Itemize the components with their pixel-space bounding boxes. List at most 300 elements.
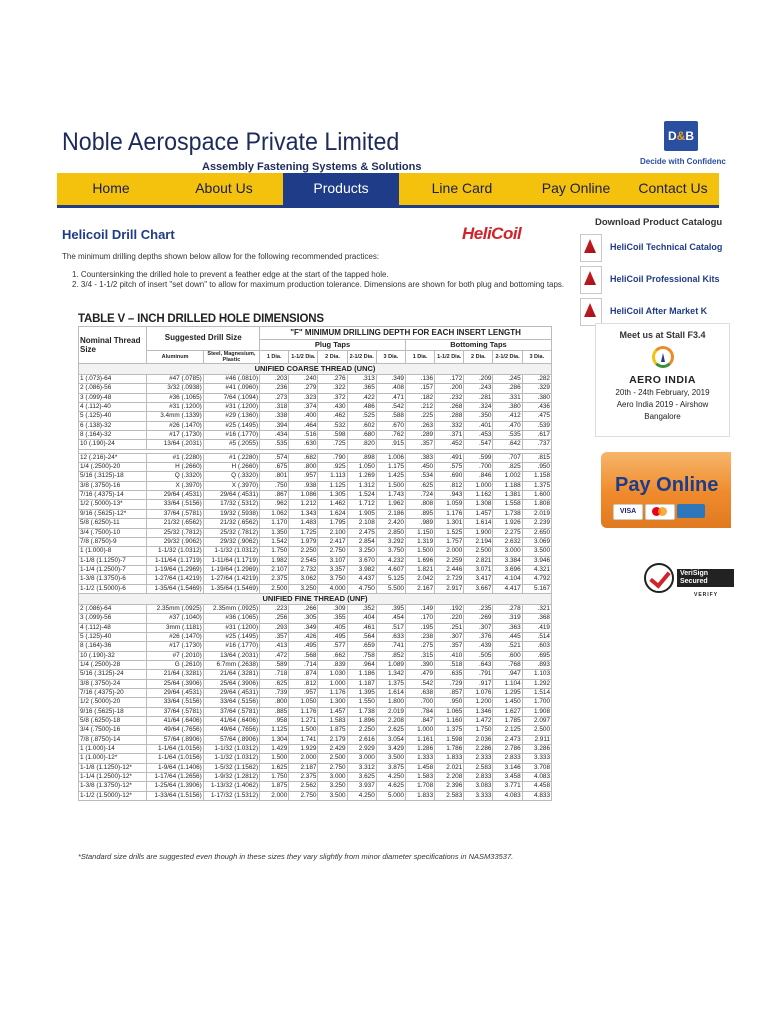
nav-pay-online[interactable]: Pay Online [541, 180, 611, 196]
depth-cell: .430 [318, 403, 347, 412]
depth-cell: .475 [522, 412, 551, 421]
depth-cell: 3.708 [522, 763, 551, 772]
nav-about-us[interactable]: About Us [195, 180, 253, 196]
depth-cell: .542 [376, 403, 405, 412]
depth-cell: 2.194 [464, 537, 493, 546]
depth-cell: 1.979 [289, 537, 318, 546]
depth-cell: 1.125 [260, 726, 289, 735]
depth-cell: .286 [493, 384, 522, 393]
depth-cell: .192 [435, 604, 464, 613]
drill-size-cell: 57/64 (.8906) [147, 735, 203, 744]
depth-cell: .659 [347, 642, 376, 651]
depth-cell: .643 [464, 660, 493, 669]
drill-size-cell: 1-17/64 (1.2656) [147, 773, 203, 782]
drill-size-cell: 25/32 (.7812) [147, 528, 203, 537]
drill-size-cell: 29/64 (.4531) [203, 491, 259, 500]
depth-cell: .516 [289, 431, 318, 440]
depth-cell: .762 [376, 431, 405, 440]
depth-cell: .293 [260, 623, 289, 632]
helicoil-logo: HeliCoil [462, 224, 522, 243]
drill-size-cell: #36 (.1065) [147, 393, 203, 402]
depth-cell: 4.321 [522, 565, 551, 574]
thread-size-cell: 2 (.086)-64 [79, 604, 147, 613]
depth-cell: .225 [405, 412, 434, 421]
depth-cell: .182 [405, 393, 434, 402]
depth-cell: 1.333 [405, 754, 434, 763]
depth-cell: .602 [347, 421, 376, 430]
depth-cell: .564 [347, 632, 376, 641]
drill-size-cell: 41/64 (.6406) [203, 717, 259, 726]
depth-cell: 2.917 [435, 584, 464, 593]
thread-size-cell: 1 (1.000)-14 [79, 745, 147, 754]
depth-cell: 1.450 [493, 698, 522, 707]
aero-india-emblem-icon [652, 346, 674, 368]
depth-cell: 2.429 [318, 745, 347, 754]
depth-cell: 1.757 [435, 537, 464, 546]
depth-cell: 1.458 [405, 763, 434, 772]
depth-cell: .815 [522, 453, 551, 462]
drill-size-cell: 17/32 (.5312) [203, 500, 259, 509]
drill-size-cell: 1-5/32 (1.1562) [203, 763, 259, 772]
depth-cell: .700 [405, 698, 434, 707]
depth-cell: .695 [522, 651, 551, 660]
thread-size-cell: 1 (1.000)-12* [79, 754, 147, 763]
depth-cell: 1.483 [289, 519, 318, 528]
table-row [79, 604, 552, 613]
depth-cell: 2.732 [289, 565, 318, 574]
depth-cell: .947 [493, 670, 522, 679]
depth-cell: 1.738 [347, 707, 376, 716]
depth-cell: .419 [522, 623, 551, 632]
depth-cell: .820 [347, 440, 376, 449]
depth-cell: 1.472 [464, 717, 493, 726]
depth-cell: .273 [260, 393, 289, 402]
depth-cell: .200 [435, 384, 464, 393]
depth-cell: 3.500 [522, 547, 551, 556]
depth-cell: .535 [493, 431, 522, 440]
depth-cell: 2.929 [347, 745, 376, 754]
depth-cell: 1.500 [376, 481, 405, 490]
drill-size-cell: 1-1/32 (1.0312) [203, 754, 259, 763]
depth-cell: 1.002 [493, 472, 522, 481]
depth-cell: 4.625 [376, 782, 405, 791]
depth-cell: .209 [464, 375, 493, 384]
depth-cell: 1.741 [289, 735, 318, 744]
drill-size-cell: #41 (.0960) [203, 384, 259, 393]
drill-size-cell: 1-27/64 (1.4219) [147, 575, 203, 584]
header-dia: 1 Dia. [405, 351, 434, 364]
depth-cell: 1.625 [260, 763, 289, 772]
depth-cell: 4.792 [522, 575, 551, 584]
thread-size-cell: 5/8 (.6250)-11 [79, 519, 147, 528]
table-row [79, 509, 552, 518]
depth-cell: .518 [435, 660, 464, 669]
nav-line-card[interactable]: Line Card [431, 180, 493, 196]
table-row [79, 726, 552, 735]
depth-cell: .380 [522, 393, 551, 402]
header-min-depth: "F" MINIMUM DRILLING DEPTH FOR EACH INSERT LENGTH [260, 327, 552, 340]
depth-cell: 1.346 [464, 707, 493, 716]
depth-cell: 1.785 [493, 717, 522, 726]
depth-cell: 3.250 [347, 547, 376, 556]
depth-cell: .989 [405, 519, 434, 528]
header-steel: Steel, Magnesium, Plastic [203, 351, 259, 364]
drill-size-cell: 1-1/32 (1.0312) [203, 745, 259, 754]
depth-cell: 1.712 [347, 500, 376, 509]
visa-icon: VISA [613, 504, 643, 520]
depth-cell: 3.667 [464, 584, 493, 593]
drill-size-cell: 1-25/64 (1.3906) [147, 782, 203, 791]
thread-size-cell: 8 (.164)-32 [79, 431, 147, 440]
drill-size-cell: #25 (.1495) [203, 421, 259, 430]
depth-cell: 1.150 [405, 528, 434, 537]
depth-cell: 1.624 [318, 509, 347, 518]
depth-cell: .625 [405, 481, 434, 490]
depth-cell: .322 [318, 384, 347, 393]
thread-size-cell: 1/2 (.5000)-13* [79, 500, 147, 509]
depth-cell: .349 [289, 623, 318, 632]
depth-cell: 2.786 [493, 745, 522, 754]
depth-cell: 2.446 [435, 565, 464, 574]
table-row [79, 500, 552, 509]
table-row [79, 698, 552, 707]
thread-size-cell: 3 (.099)-56 [79, 614, 147, 623]
header-dia: 2 Dia. [464, 351, 493, 364]
depth-cell: 1.821 [405, 565, 434, 574]
thread-size-cell: 1/4 (.2500)-20 [79, 463, 147, 472]
section-label: UNIFIED COARSE THREAD (UNC) [79, 364, 552, 375]
depth-cell: .236 [260, 384, 289, 393]
depth-cell: .319 [493, 614, 522, 623]
drill-size-cell: Q (.3320) [203, 472, 259, 481]
depth-cell: .203 [260, 375, 289, 384]
depth-cell: 4.000 [318, 584, 347, 593]
aero-india-banner[interactable] [595, 323, 730, 437]
depth-cell: .266 [289, 604, 318, 613]
table-title: TABLE V – INCH DRILLED HOLE DIMENSIONS [78, 313, 324, 325]
table-row [79, 537, 552, 546]
depth-cell: .368 [522, 614, 551, 623]
depth-cell: 1.627 [493, 707, 522, 716]
depth-cell: .268 [435, 403, 464, 412]
depth-cell: .321 [522, 604, 551, 613]
depth-cell: .269 [464, 614, 493, 623]
depth-cell: 2.583 [464, 763, 493, 772]
depth-cell: .714 [289, 660, 318, 669]
drill-size-cell: 1-27/64 (1.4219) [203, 575, 259, 584]
drill-size-cell: 29/32 (.9062) [203, 537, 259, 546]
nav-contact-us[interactable]: Contact Us [638, 180, 708, 196]
depth-cell: 2.833 [464, 773, 493, 782]
depth-cell: .707 [493, 453, 522, 462]
drill-size-cell: 49/64 (.7656) [147, 726, 203, 735]
depth-cell: .670 [376, 421, 405, 430]
depth-cell: .278 [493, 604, 522, 613]
nav-home[interactable]: Home [92, 180, 130, 196]
depth-cell: 2.019 [376, 707, 405, 716]
header-aluminum: Aluminum [147, 351, 203, 364]
depth-cell: 1.269 [347, 472, 376, 481]
depth-cell: .365 [347, 384, 376, 393]
depth-cell: 2.186 [376, 509, 405, 518]
depth-cell: .279 [289, 384, 318, 393]
depth-cell: .495 [318, 632, 347, 641]
drill-size-cell: 49/64 (.7656) [203, 726, 259, 735]
depth-cell: .517 [376, 623, 405, 632]
depth-cell: .964 [347, 660, 376, 669]
dnb-tagline: Decide with Confidenc [640, 157, 726, 166]
dnb-logo[interactable]: D&B [664, 121, 698, 151]
drill-size-cell: #7 (.2010) [147, 651, 203, 660]
table-row [79, 707, 552, 716]
thread-size-cell: 4 (.112)-40 [79, 403, 147, 412]
catalog-link-technical[interactable] [580, 234, 768, 264]
depth-cell: 1.457 [318, 707, 347, 716]
thread-size-cell: 5 (.125)-40 [79, 632, 147, 641]
drill-size-cell: #17 (.1730) [147, 642, 203, 651]
depth-cell: .470 [493, 421, 522, 430]
mastercard-icon [645, 504, 675, 520]
depth-cell: .307 [435, 632, 464, 641]
thread-size-cell: 12 (.216)-24* [79, 453, 147, 462]
depth-cell: .245 [493, 375, 522, 384]
depth-cell: .426 [289, 632, 318, 641]
depth-cell: .739 [260, 689, 289, 698]
depth-cell: 3.054 [376, 735, 405, 744]
depth-cell: .662 [318, 651, 347, 660]
depth-cell: 1.900 [464, 528, 493, 537]
table-row [79, 623, 552, 632]
depth-cell: 1.462 [318, 500, 347, 509]
depth-cell: 3.696 [493, 565, 522, 574]
depth-cell: 1.926 [493, 519, 522, 528]
depth-cell: .801 [260, 472, 289, 481]
depth-cell: 2.821 [464, 556, 493, 565]
thread-size-cell: 7/16 (.4375)-20 [79, 689, 147, 698]
catalog-link-kits[interactable] [580, 266, 768, 296]
depth-cell: .212 [405, 403, 434, 412]
thread-size-cell: 1 (1.000)-8 [79, 547, 147, 556]
table-row [79, 773, 552, 782]
drill-size-cell: #46 (.0810) [203, 375, 259, 384]
drill-size-cell: #31 (.1200) [147, 403, 203, 412]
depth-cell: 2.250 [347, 726, 376, 735]
depth-cell: .395 [376, 604, 405, 613]
drill-size-cell: #17 (.1730) [147, 431, 203, 440]
depth-cell: 1.500 [260, 754, 289, 763]
depth-cell: .309 [318, 604, 347, 613]
depth-cell: .750 [260, 481, 289, 490]
depth-cell: 2.750 [289, 791, 318, 800]
pay-online-banner[interactable] [601, 452, 731, 528]
depth-cell: 2.850 [376, 528, 405, 537]
drill-size-cell: 33/64 (.5156) [203, 698, 259, 707]
table-row [79, 481, 552, 490]
depth-cell: 2.179 [318, 735, 347, 744]
drill-size-cell: 25/64 (.3906) [147, 679, 203, 688]
depth-cell: 3.384 [493, 556, 522, 565]
depth-cell: 2.396 [435, 782, 464, 791]
depth-cell: 1.395 [347, 689, 376, 698]
drill-size-cell: #5 (.2055) [203, 440, 259, 449]
depth-cell: .240 [289, 375, 318, 384]
depth-cell: .170 [405, 614, 434, 623]
depth-cell: .355 [318, 614, 347, 623]
depth-cell: .223 [260, 604, 289, 613]
depth-cell: .958 [260, 717, 289, 726]
depth-cell: 1.750 [464, 726, 493, 735]
depth-cell: .472 [260, 651, 289, 660]
main-nav [57, 173, 719, 205]
depth-cell: .917 [464, 679, 493, 688]
depth-cell: 3.333 [464, 791, 493, 800]
depth-cell: 2.420 [376, 519, 405, 528]
drill-size-cell: 41/64 (.6406) [147, 717, 203, 726]
header-dia: 2 Dia. [318, 351, 347, 364]
depth-cell: 1.524 [347, 491, 376, 500]
table-row [79, 384, 552, 393]
drill-size-cell: #25 (.1495) [203, 632, 259, 641]
depth-cell: 1.833 [435, 754, 464, 763]
verify-label: VERIFY [694, 592, 719, 598]
depth-cell: .547 [464, 440, 493, 449]
depth-cell: 1.833 [405, 791, 434, 800]
drill-size-cell: 1-19/64 (1.2969) [147, 565, 203, 574]
drill-size-cell: 1-1/32 (1.0312) [147, 547, 203, 556]
depth-cell: .462 [318, 412, 347, 421]
depth-cell: 3.500 [318, 791, 347, 800]
verisign-seal[interactable] [644, 563, 734, 599]
depth-cell: 2.500 [522, 726, 551, 735]
table-row [79, 491, 552, 500]
depth-cell: 3.250 [318, 782, 347, 791]
drill-size-cell: 1-1/64 (1.0156) [147, 745, 203, 754]
depth-cell: 1.158 [522, 472, 551, 481]
depth-cell: .812 [289, 679, 318, 688]
depth-cell: .588 [376, 412, 405, 421]
nav-products[interactable]: Products [283, 173, 399, 205]
depth-cell: 1.550 [347, 698, 376, 707]
depth-cell: .568 [289, 651, 318, 660]
depth-cell: 1.312 [347, 481, 376, 490]
thread-size-cell: 10 (.190)-32 [79, 651, 147, 660]
pdf-icon [580, 266, 602, 294]
table-row [79, 745, 552, 754]
drill-size-cell: 1-1/32 (1.0312) [203, 547, 259, 556]
thread-size-cell: 3/8 (.3750)-24 [79, 679, 147, 688]
depth-cell: 1.000 [464, 481, 493, 490]
depth-cell: .790 [318, 453, 347, 462]
depth-cell: .800 [260, 698, 289, 707]
depth-cell: 3.292 [376, 537, 405, 546]
drill-size-cell: 25/32 (.7812) [203, 528, 259, 537]
depth-cell: .957 [289, 689, 318, 698]
drill-size-cell: 1-19/64 (1.2969) [203, 565, 259, 574]
depth-cell: 2.107 [260, 565, 289, 574]
depth-cell: .452 [435, 440, 464, 449]
depth-cell: 3.500 [376, 754, 405, 763]
depth-cell: 2.616 [347, 735, 376, 744]
depth-cell: 1.006 [376, 453, 405, 462]
thread-size-cell: 1/4 (.2500)-28 [79, 660, 147, 669]
thread-size-cell: 4 (.112)-48 [79, 623, 147, 632]
table-row [79, 679, 552, 688]
depth-cell: .157 [405, 384, 434, 393]
depth-cell: .372 [318, 393, 347, 402]
intro-text: The minimum drilling depths shown below allow for the following recommended practices: [62, 252, 380, 261]
depth-cell: 2.036 [464, 735, 493, 744]
depth-cell: 3.083 [464, 782, 493, 791]
depth-cell: .263 [405, 421, 434, 430]
table-row [79, 421, 552, 430]
depth-cell: .357 [405, 440, 434, 449]
depth-cell: .405 [318, 623, 347, 632]
drill-size-cell: 1-33/64 (1.5156) [147, 791, 203, 800]
depth-cell: .600 [493, 651, 522, 660]
depth-cell: .436 [522, 403, 551, 412]
thread-size-cell: 1-1/4 (1.2500)-7 [79, 565, 147, 574]
drill-size-cell: #16 (.1770) [203, 642, 259, 651]
depth-cell: .839 [318, 660, 347, 669]
depth-cell: .136 [405, 375, 434, 384]
depth-cell: .682 [289, 453, 318, 462]
drill-size-cell: 21/32 (.6562) [203, 519, 259, 528]
depth-cell: 2.042 [405, 575, 434, 584]
header-dia: 3 Dia. [376, 351, 405, 364]
pay-online-label: Pay Online [615, 474, 719, 496]
depth-cell: 3.750 [318, 575, 347, 584]
depth-cell: 3.146 [493, 763, 522, 772]
depth-cell: 2.167 [405, 584, 434, 593]
depth-cell: .408 [376, 384, 405, 393]
depth-cell: 2.500 [260, 584, 289, 593]
depth-cell: 3.417 [464, 575, 493, 584]
depth-cell: 4.250 [347, 791, 376, 800]
depth-cell: 1.583 [318, 717, 347, 726]
depth-cell: .638 [405, 689, 434, 698]
depth-cell: 2.021 [435, 763, 464, 772]
thread-size-cell: 5 (.125)-40 [79, 412, 147, 421]
header-dia: 1 Dia. [260, 351, 289, 364]
depth-cell: 1.160 [435, 717, 464, 726]
depth-cell: .758 [347, 651, 376, 660]
depth-cell: .575 [435, 463, 464, 472]
table-row [79, 763, 552, 772]
depth-cell: 2.473 [493, 735, 522, 744]
depth-cell: .357 [435, 642, 464, 651]
depth-cell: .371 [435, 431, 464, 440]
depth-cell: 1.583 [405, 773, 434, 782]
depth-cell: .313 [347, 375, 376, 384]
depth-cell: 2.583 [435, 791, 464, 800]
depth-cell: .232 [435, 393, 464, 402]
depth-cell: .352 [347, 604, 376, 613]
depth-cell: 4.104 [493, 575, 522, 584]
depth-cell: 2.208 [376, 717, 405, 726]
depth-cell: 1.375 [435, 726, 464, 735]
catalog-link-label: HeliCoil Professional Kits [610, 274, 720, 284]
depth-cell: 4.437 [347, 575, 376, 584]
drill-size-cell: 37/64 (.5781) [203, 707, 259, 716]
practice-notes [62, 270, 582, 290]
depth-cell: .598 [318, 431, 347, 440]
depth-cell: 1.598 [435, 735, 464, 744]
depth-cell: 1.301 [435, 519, 464, 528]
depth-cell: 1.113 [318, 472, 347, 481]
depth-cell: 1.271 [289, 717, 318, 726]
depth-cell: .950 [435, 698, 464, 707]
depth-cell: 3.429 [376, 745, 405, 754]
